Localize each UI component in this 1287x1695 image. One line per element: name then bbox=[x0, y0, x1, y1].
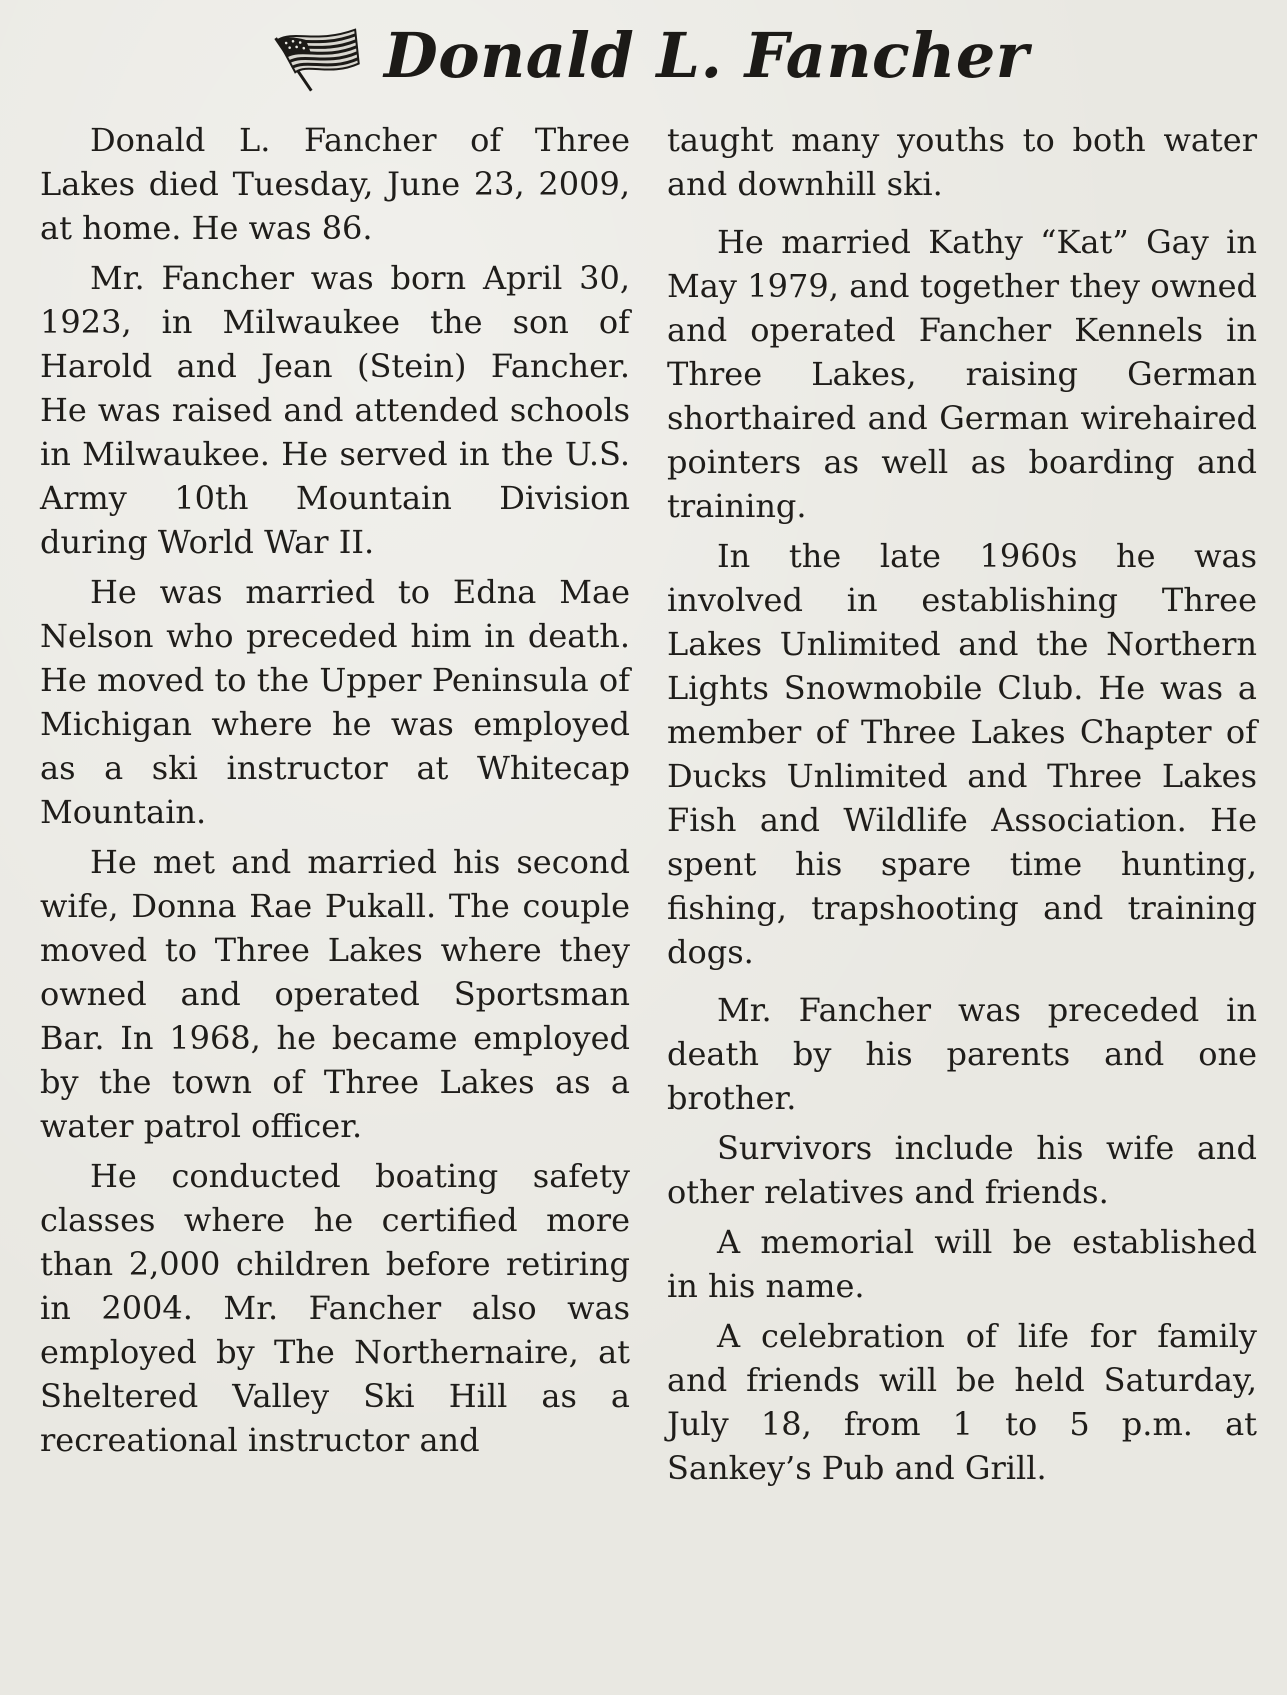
paragraph: He married Kathy “Kat” Gay in May 1979, and together they owned and operated Fancher Kennels in Three Lakes, raising German shorthaired and German wirehaired pointers as well as boarding and training. bbox=[667, 223, 1257, 525]
paragraph: Mr. Fancher was preceded in death by his parents and one brother. bbox=[667, 991, 1257, 1117]
paragraph: Mr. Fancher was born April 30, 1923, in Milwaukee the son of Harold and Jean (Stein) Fancher. He was raised and attended schools in Milwaukee. He served in the U.S. Army 10th Mountain Division during World War II. bbox=[40, 259, 630, 561]
paragraph: A memorial will be established in his name. bbox=[667, 1223, 1257, 1305]
paragraph: A celebration of life for family and friends will be held Saturday, July 18, from 1 to 5 p.m. at Sankey’s Pub and Grill. bbox=[667, 1317, 1257, 1487]
obituary-title: Donald L. Fancher bbox=[384, 18, 1029, 92]
paragraph: He met and married his second wife, Donna Rae Pukall. The couple moved to Three Lakes where they owned and operated Sportsman Bar. In 1968, he became employed by the town of Three Lakes as a water patrol officer. bbox=[40, 843, 630, 1145]
right-column bbox=[667, 118, 1257, 1496]
paragraph: In the late 1960s he was involved in establishing Three Lakes Unlimited and the Northern Lights Snowmobile Club. He was a member of Three Lakes Chapter of Ducks Unlimited and Three Lakes Fish and Wildlife Association. He spent his spare time hunting, fishing, trapshooting and training dogs. bbox=[667, 537, 1257, 971]
american-flag-icon bbox=[268, 24, 364, 94]
header bbox=[40, 10, 1257, 100]
paragraph: taught many youths to both water and downhill ski. bbox=[667, 121, 1257, 203]
left-column bbox=[40, 118, 630, 1496]
article-body bbox=[40, 118, 1257, 1496]
paragraph: Donald L. Fancher of Three Lakes died Tuesday, June 23, 2009, at home. He was 86. bbox=[40, 121, 630, 247]
paragraph: He conducted boating safety classes where he certified more than 2,000 children before retiring in 2004. Mr. Fancher also was employed by The Northernaire, at Sheltered Valley Ski Hill as a recreational instructor and bbox=[40, 1157, 630, 1459]
paragraph: He was married to Edna Mae Nelson who preceded him in death. He moved to the Upper Peninsula of Michigan where he was employed as a ski instructor at Whitecap Mountain. bbox=[40, 573, 630, 831]
paragraph: Survivors include his wife and other relatives and friends. bbox=[667, 1129, 1257, 1211]
